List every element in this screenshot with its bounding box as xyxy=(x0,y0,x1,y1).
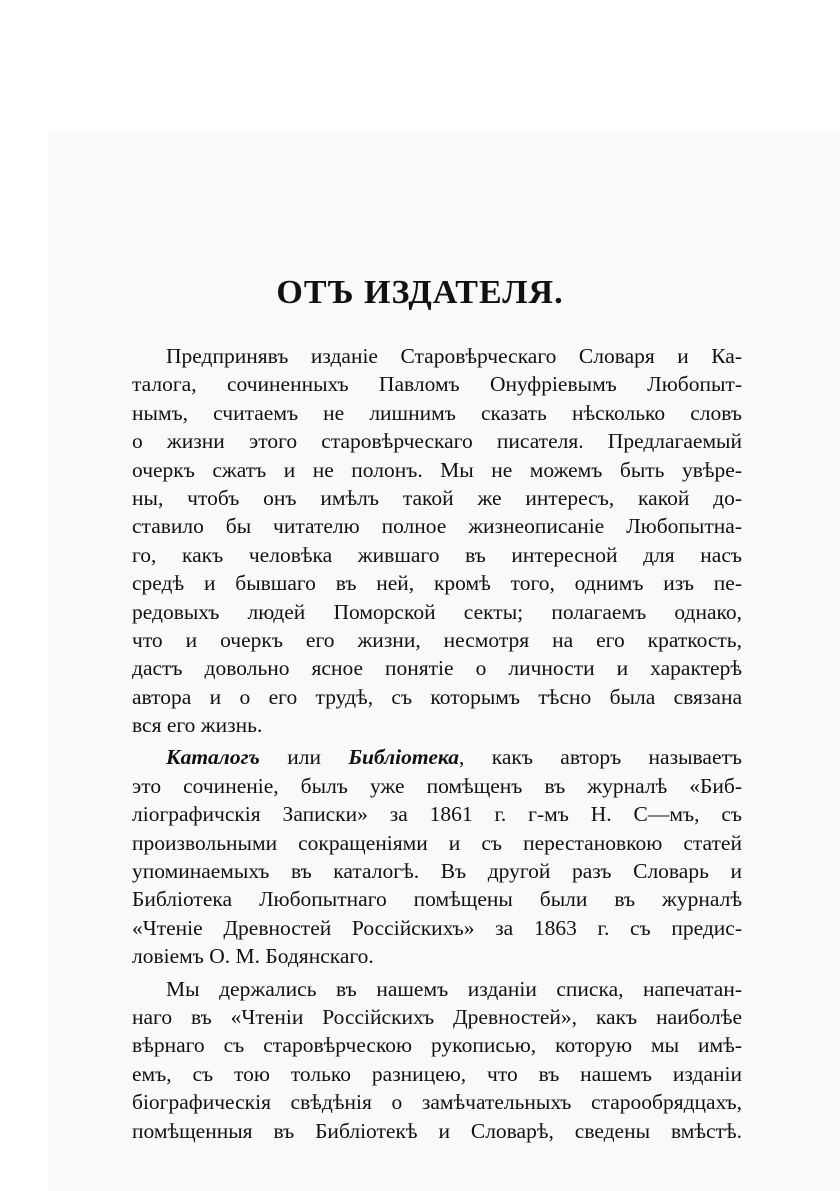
italic-title-catalog: Каталогъ xyxy=(166,745,260,770)
text-line: го, какъ человѣка жившаго въ интересной для насъ xyxy=(132,542,742,567)
text-line: редовыхъ людей Поморской секты; полагаемъ однако, xyxy=(132,599,742,624)
body-text xyxy=(132,342,742,1145)
text-line: емъ, съ тою только разницею, что въ нашемъ изданіи xyxy=(132,1061,742,1086)
page-title: ОТЪ ИЗДАТЕЛЯ. xyxy=(276,274,564,311)
text-line: біографическія свѣдѣнія о замѣчательныхъ старообрядцахъ, xyxy=(132,1090,742,1115)
text-line: ставило бы читателю полное жизнеописаніе Любопытна- xyxy=(132,514,742,539)
text-line: нымъ, считаемъ не лишнимъ сказать нѣсколько словъ xyxy=(132,400,742,425)
text-line: ліографичскія Записки» за 1861 г. г-мъ Н. С—мъ, съ xyxy=(132,802,742,827)
text-line: средѣ и бывшаго въ ней, кромѣ того, однимъ изъ пе- xyxy=(132,571,742,596)
text-line: о жизни этого старовѣрческаго писателя. Предлагаемый xyxy=(132,429,742,454)
text-line: помѣщенныя въ Библіотекѣ и Словарѣ, сведены вмѣстѣ. xyxy=(132,1118,742,1143)
text-line: упоминаемыхъ въ каталогѣ. Въ другой разъ Словарь и xyxy=(132,859,742,884)
paragraph-1 xyxy=(132,342,742,739)
text-line: наго въ «Чтеніи Россійскихъ Древностей», какъ наиболѣе xyxy=(132,1004,742,1029)
text-line: ловіемъ О. М. Бодянскаго. xyxy=(132,944,374,969)
paragraph-2 xyxy=(132,743,742,970)
text-line: Библіотека Любопытнаго помѣщены были въ журналѣ xyxy=(132,887,742,912)
text-line: это сочиненіе, былъ уже помѣщенъ въ журналѣ «Биб- xyxy=(132,773,742,798)
italic-title-library: Библіотека xyxy=(348,745,459,770)
text-line: «Чтеніе Древностей Россійскихъ» за 1863 г. съ предис- xyxy=(132,915,742,940)
text-line: что и очеркъ его жизни, несмотря на его краткость, xyxy=(132,627,742,652)
text-line: произвольными сокращеніями и съ перестановкою статей xyxy=(132,830,742,855)
text-line: дастъ довольно ясное понятіе о личности и характерѣ xyxy=(132,656,742,681)
text-line: вѣрнаго съ старовѣрческою рукописью, которую мы имѣ- xyxy=(132,1033,742,1058)
text-line-mixed xyxy=(132,743,742,771)
text-line: Предпринявъ изданіе Старовѣрческаго Словаря и Ка- xyxy=(166,344,742,368)
line-rest: , какъ авторъ называетъ xyxy=(459,745,743,770)
word-or: или xyxy=(287,745,321,770)
paragraph-3 xyxy=(132,975,742,1145)
text-line: ны, чтобъ онъ имѣлъ такой же интересъ, какой до- xyxy=(132,485,742,510)
text-line: талога, сочиненныхъ Павломъ Онуфріевымъ Любопыт- xyxy=(132,372,742,397)
text-line: Мы держались въ нашемъ изданіи списка, напечатан- xyxy=(166,976,742,1001)
text-line: вся его жизнь. xyxy=(132,713,263,738)
text-line: автора и о его трудѣ, съ которымъ тѣсно была связана xyxy=(132,684,742,709)
text-line: очеркъ сжатъ и не полонъ. Мы не можемъ быть увѣре- xyxy=(132,457,742,482)
